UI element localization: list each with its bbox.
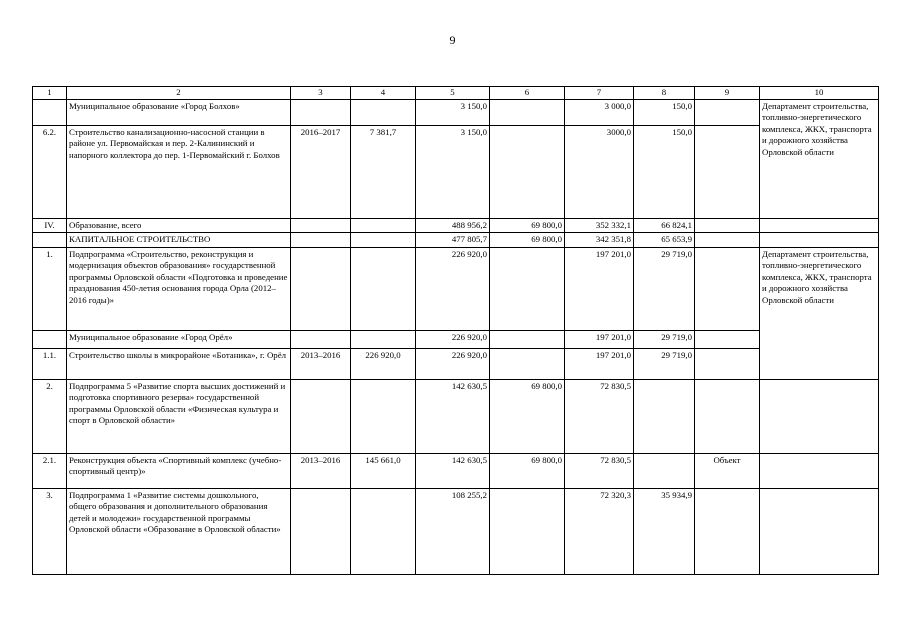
cell-value: 69 800,0 — [490, 379, 565, 453]
responsible-department: Департамент строительства, топливно-энергетического комплекса, ЖКХ, транспорта и дорожного хозяйства Орловской области — [760, 247, 879, 379]
row-name: Подпрограмма 5 «Развитие спорта высших достижений и подготовка спортивного резерва» государственной программы Орловской области «Физическая культура и спорт в Орловской области» — [67, 379, 291, 453]
table-row — [33, 348, 879, 379]
cell-period: 2016–2017 — [291, 125, 351, 218]
row-name: Муниципальное образование «Город Болхов» — [67, 99, 291, 125]
row-name: Реконструкция объекта «Спортивный комплекс (учебно-спортивный центр)» — [67, 453, 291, 488]
header-cell: 1 — [33, 87, 67, 100]
cell-value: 197 201,0 — [565, 330, 634, 348]
cell-value: 72 830,5 — [565, 453, 634, 488]
responsible-department: Департамент строительства, топливно-энергетического комплекса, ЖКХ, транспорта и дорожного хозяйства Орловской области — [760, 99, 879, 218]
cell-value: 352 332,1 — [565, 218, 634, 233]
header-cell: 4 — [351, 87, 416, 100]
row-number: 3. — [33, 488, 67, 574]
cell-value: 72 830,5 — [565, 379, 634, 453]
row-name: Подпрограмма 1 «Развитие системы дошкольного, общего образования и дополнительного образования детей и молодежи» государственной программы Орловской области «Образование в Орловской области» — [67, 488, 291, 574]
table-row — [33, 233, 879, 248]
cell-value: 488 956,2 — [416, 218, 490, 233]
row-name: Муниципальное образование «Город Орёл» — [67, 330, 291, 348]
cell-value: 66 824,1 — [634, 218, 695, 233]
table-row — [33, 218, 879, 233]
cell-value: 142 630,5 — [416, 379, 490, 453]
cell-value: 35 934,9 — [634, 488, 695, 574]
cell-value: 3 150,0 — [416, 99, 490, 125]
row-number: IV. — [33, 218, 67, 233]
header-cell: 10 — [760, 87, 879, 100]
cell-value: 3 150,0 — [416, 125, 490, 218]
header-cell: 6 — [490, 87, 565, 100]
cell-value: 69 800,0 — [490, 233, 565, 248]
header-cell: 2 — [67, 87, 291, 100]
page-number: 9 — [449, 33, 456, 47]
row-name: Подпрограмма «Строительство, реконструкция и модернизация объектов образования» государственной программы Орловской области «Подготовка и проведение празднования 450-летия основания города Орла (2012–2016 годы)» — [67, 247, 291, 330]
row-number: 1. — [33, 247, 67, 330]
cell-value: 150,0 — [634, 99, 695, 125]
budget-table — [32, 86, 879, 575]
cell-value: 108 255,2 — [416, 488, 490, 574]
cell-value: 69 800,0 — [490, 218, 565, 233]
cell-value: 226 920,0 — [416, 247, 490, 330]
table-row — [33, 488, 879, 574]
row-name: КАПИТАЛЬНОЕ СТРОИТЕЛЬСТВО — [67, 233, 291, 248]
cell-value: 226 920,0 — [416, 330, 490, 348]
cell-value: 477 805,7 — [416, 233, 490, 248]
cell-value: 72 320,3 — [565, 488, 634, 574]
cell-value: 342 351,8 — [565, 233, 634, 248]
row-name: Строительство школы в микрорайоне «Ботаника», г. Орёл — [67, 348, 291, 379]
cell-value: 65 653,9 — [634, 233, 695, 248]
row-number: 6.2. — [33, 125, 67, 218]
table-row — [33, 330, 879, 348]
cell-value: 142 630,5 — [416, 453, 490, 488]
table-row — [33, 247, 879, 330]
table-row — [33, 453, 879, 488]
header-cell: 9 — [695, 87, 760, 100]
header-cell: 3 — [291, 87, 351, 100]
cell-value: 29 719,0 — [634, 348, 695, 379]
cell-value: 226 920,0 — [351, 348, 416, 379]
cell-period: 2013–2016 — [291, 453, 351, 488]
row-name: Строительство канализационно-насосной станции в районе ул. Первомайская и пер. 2-Калининский и напорного коллектора до пер. 1-Первомайский г. Болхов — [67, 125, 291, 218]
cell-note: Объект — [695, 453, 760, 488]
cell-value: 145 661,0 — [351, 453, 416, 488]
row-number: 1.1. — [33, 348, 67, 379]
row-number: 2. — [33, 379, 67, 453]
table-row — [33, 379, 879, 453]
row-name: Образование, всего — [67, 218, 291, 233]
cell-value: 3000,0 — [565, 125, 634, 218]
header-cell: 7 — [565, 87, 634, 100]
cell-value: 150,0 — [634, 125, 695, 218]
cell-value: 197 201,0 — [565, 247, 634, 330]
cell-value: 197 201,0 — [565, 348, 634, 379]
cell-value: 226 920,0 — [416, 348, 490, 379]
cell-value: 3 000,0 — [565, 99, 634, 125]
cell-value: 69 800,0 — [490, 453, 565, 488]
table-row — [33, 125, 879, 218]
table-row — [33, 99, 879, 125]
header-cell: 8 — [634, 87, 695, 100]
cell-period: 2013–2016 — [291, 348, 351, 379]
header-cell: 5 — [416, 87, 490, 100]
cell-value: 29 719,0 — [634, 330, 695, 348]
row-number: 2.1. — [33, 453, 67, 488]
cell-value: 7 381,7 — [351, 125, 416, 218]
cell-value: 29 719,0 — [634, 247, 695, 330]
header-row — [33, 87, 879, 100]
